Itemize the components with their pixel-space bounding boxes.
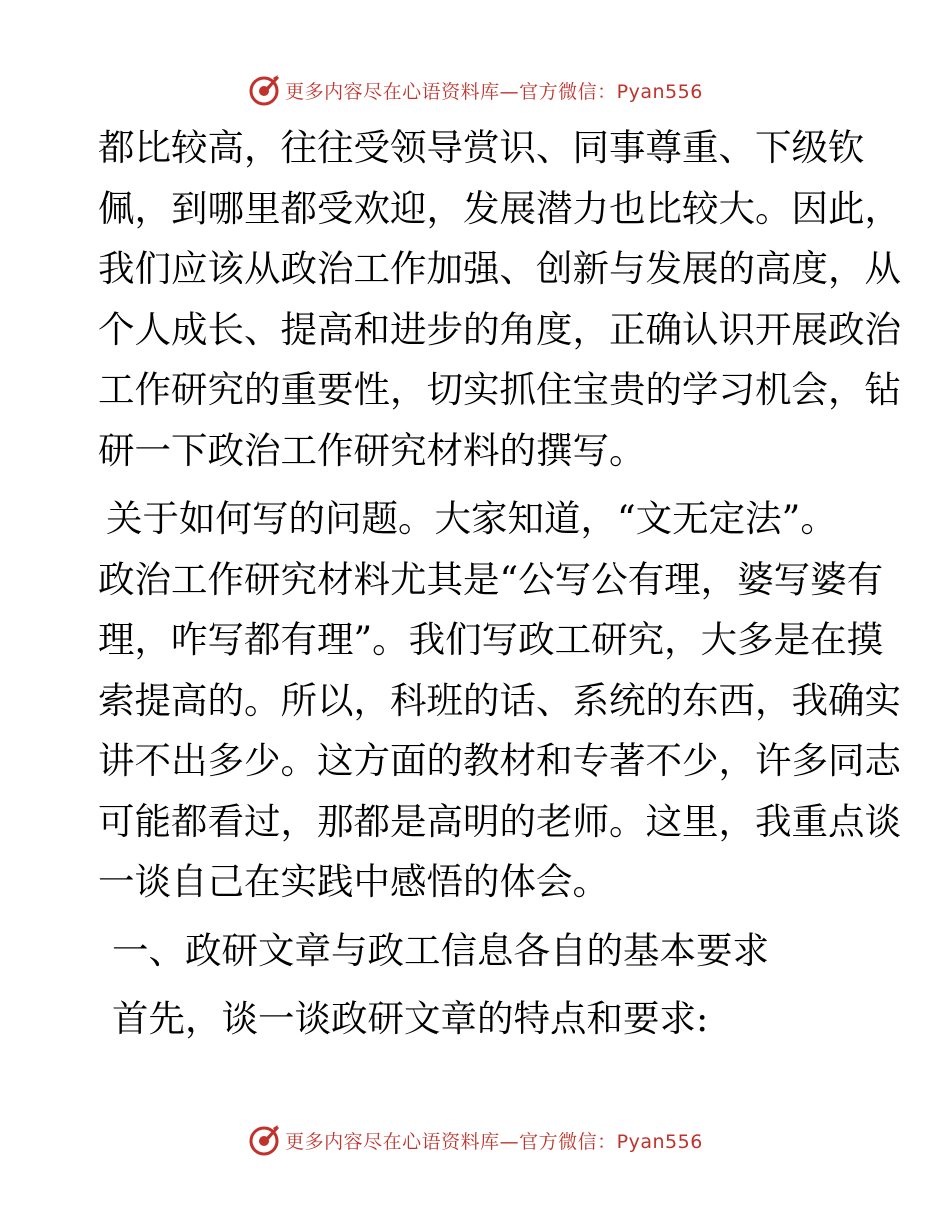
text-line: 我们应该从政治工作加强、创新与发展的高度，从 <box>98 247 901 290</box>
text-line: 索提高的。所以，科班的话、系统的东西，我确实 <box>98 678 901 722</box>
footer-banner-contact: 官方微信：Pyan556 <box>519 1130 703 1153</box>
text-line: 研一下政治工作研究材料的撰写。 <box>98 428 646 472</box>
text-line: 一谈自己在实践中感悟的体会。 <box>98 860 609 903</box>
intro-line: 首先，谈一谈政研文章的特点和要求: <box>112 997 709 1040</box>
text-line: 理，咋写都有理”。我们写政工研究，大多是在摸 <box>98 618 884 661</box>
paragraph-1 <box>98 118 901 481</box>
header-banner <box>0 70 950 110</box>
footer-banner-separator: — <box>499 1130 520 1153</box>
text-line: 可能都看过，那都是高明的老师。这里，我重点谈 <box>98 799 901 843</box>
header-banner-separator: — <box>499 80 520 103</box>
footer-banner-text: 更多内容尽在心语资料库 <box>285 1130 500 1153</box>
text-line: 政治工作研究材料尤其是“公写公有理，婆写婆有 <box>98 557 884 601</box>
quill-logo-icon <box>247 73 281 107</box>
text-line: 个人成长、提高和进步的角度，正确认识开展政治 <box>98 307 901 351</box>
footer-banner <box>0 1120 950 1160</box>
header-banner-text: 更多内容尽在心语资料库 <box>285 80 500 103</box>
text-line: 佩，到哪里都受欢迎，发展潜力也比较大。因此， <box>98 186 901 230</box>
text-line: 工作研究的重要性，切实抓住宝贵的学习机会，钻 <box>98 368 901 411</box>
text-line: 都比较高，往往受领导赏识、同事尊重、下级钦 <box>98 126 865 169</box>
document-body <box>98 118 901 1050</box>
text-line: 关于如何写的问题。大家知道，“文无定法”。 <box>106 497 837 540</box>
header-banner-contact: 官方微信：Pyan556 <box>519 80 703 103</box>
text-line: 讲不出多少。这方面的教材和专著不少，许多同志 <box>98 739 901 782</box>
quill-logo-icon <box>247 1123 281 1157</box>
paragraph-2 <box>98 489 901 913</box>
section-heading: 一、政研文章与政工信息各自的基本要求 <box>112 928 769 972</box>
